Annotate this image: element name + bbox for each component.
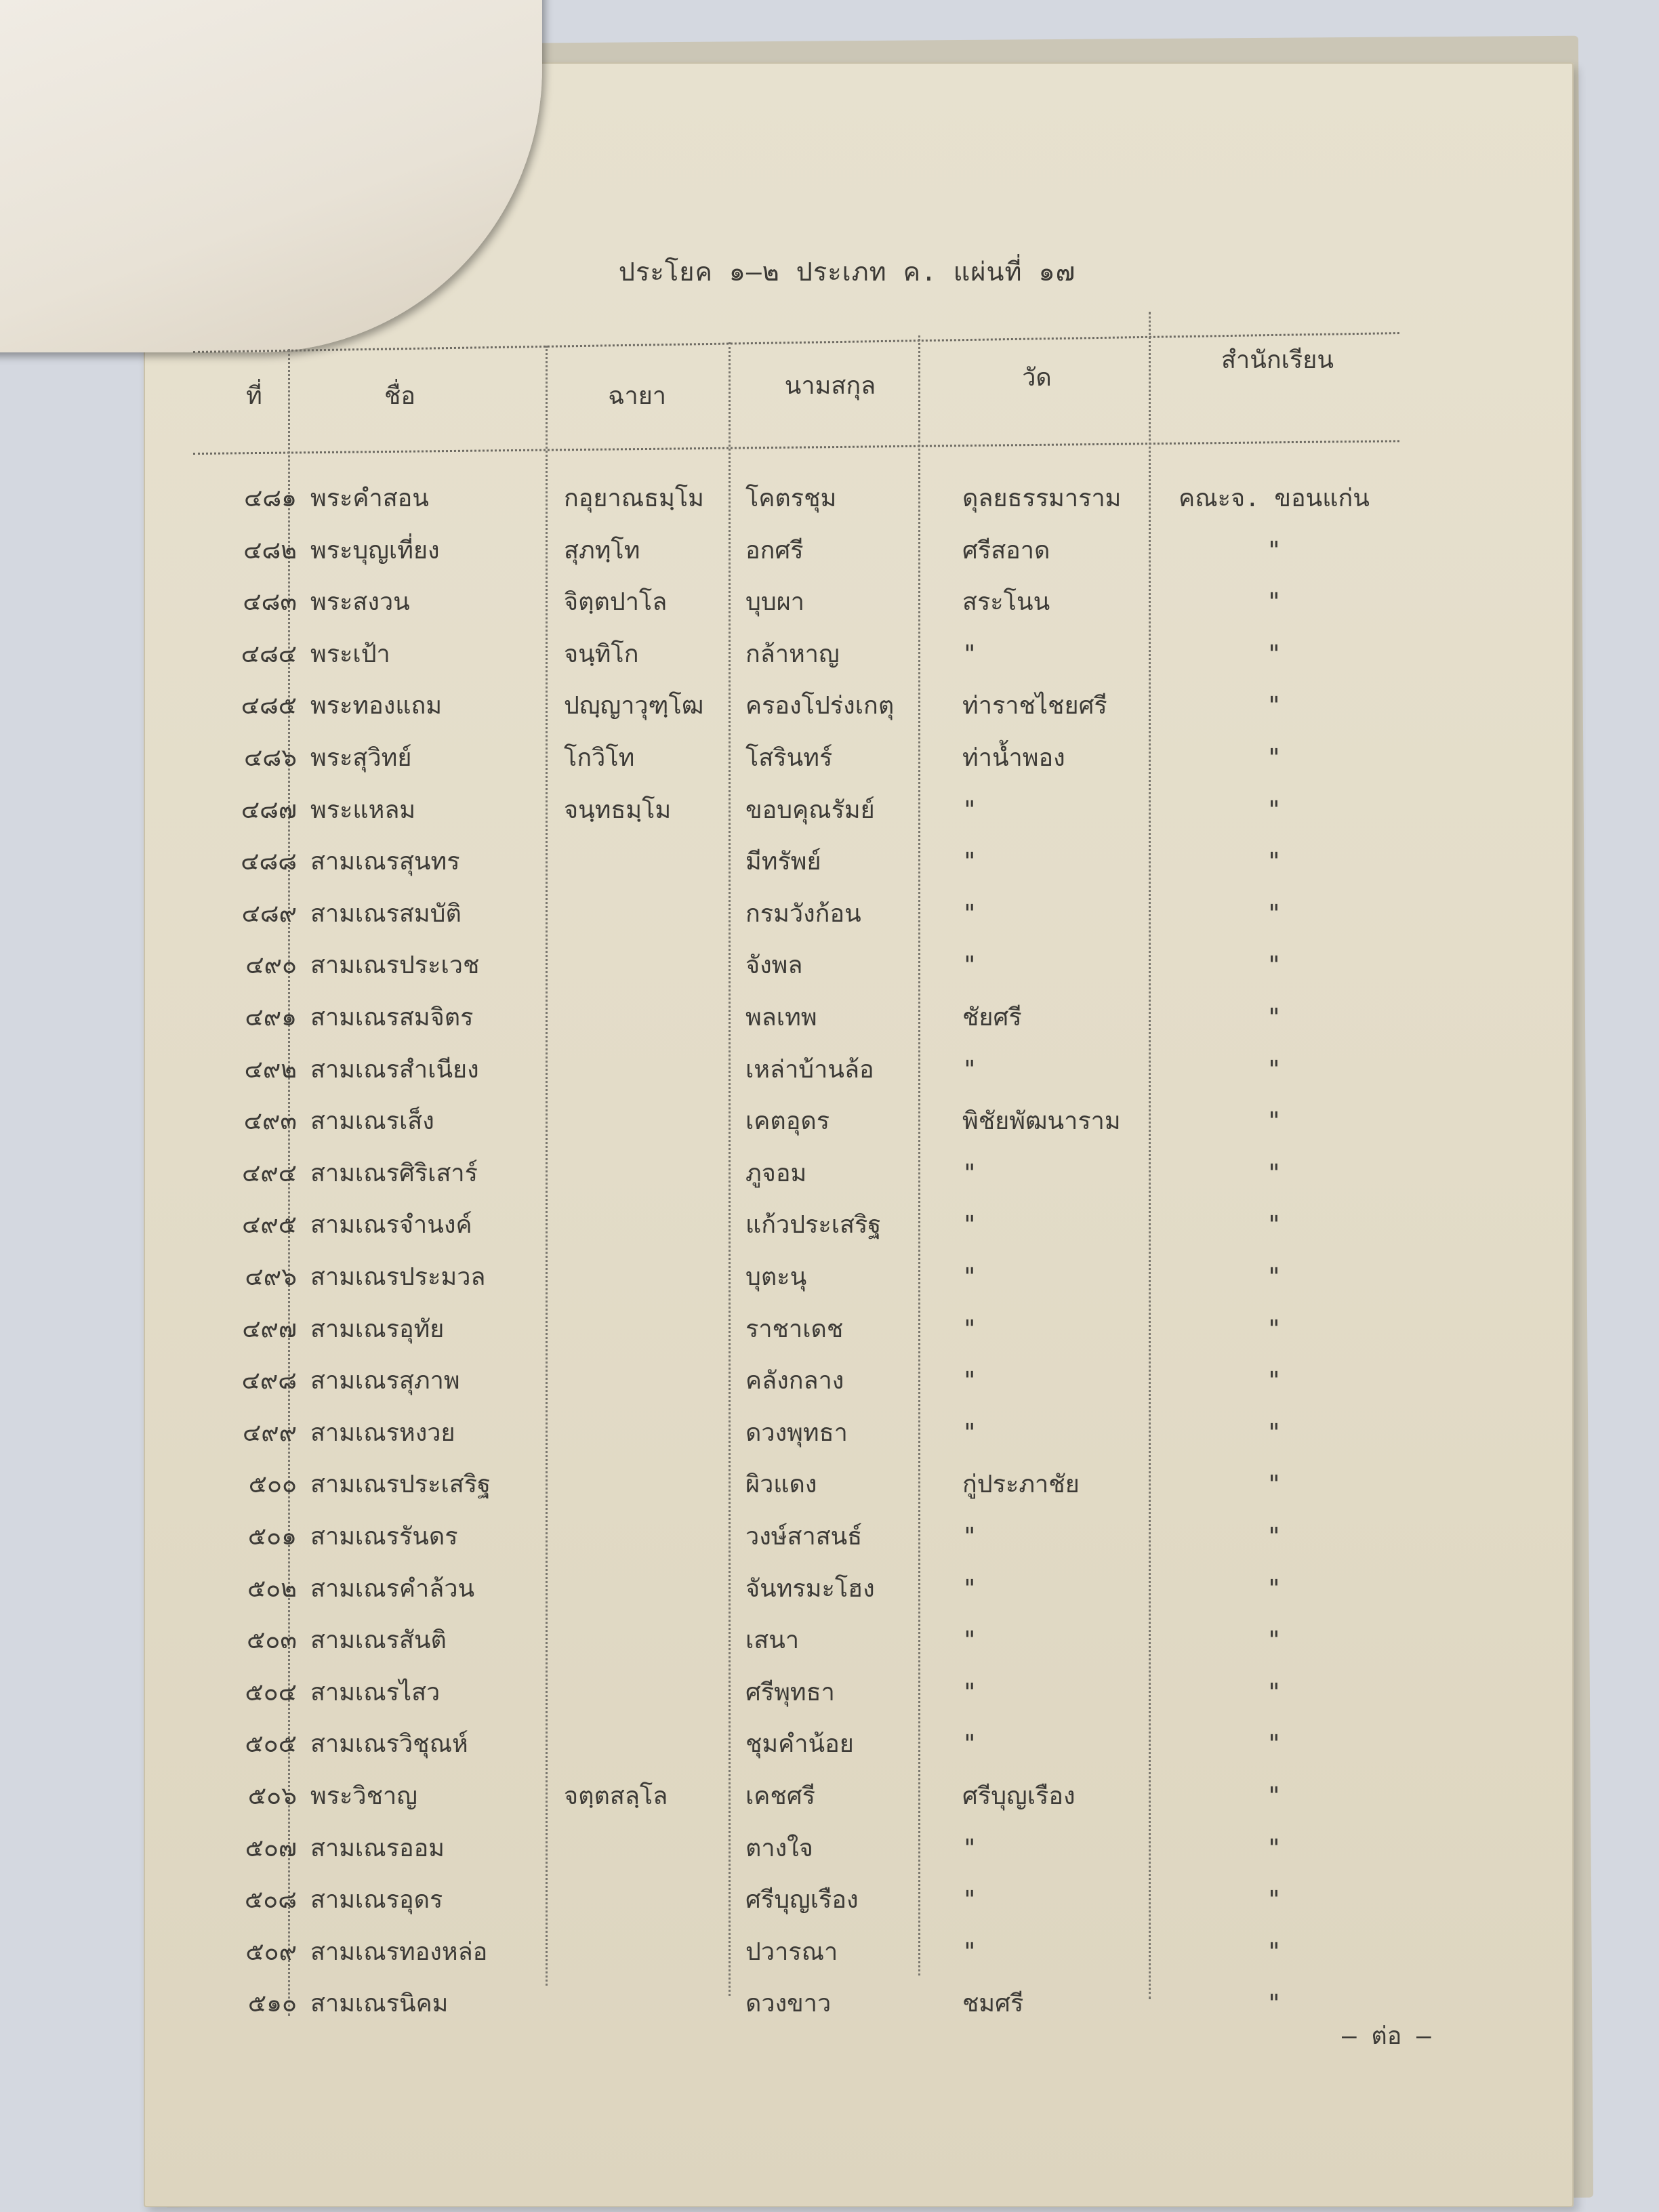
row-name: สามเณรอุดร: [310, 1886, 443, 1914]
row-school: ": [1267, 1626, 1282, 1655]
row-school: ": [1267, 796, 1282, 824]
row-number: ๕๐๗: [245, 1834, 297, 1862]
row-number: ๔๘๔: [241, 640, 297, 668]
row-name: พระทองแถม: [310, 692, 443, 720]
row-number: ๔๘๓: [243, 588, 297, 617]
row-wat: ดุลยธรรมาราม: [962, 485, 1122, 512]
row-number: ๕๐๕: [245, 1730, 297, 1759]
row-chaya: สุภทฺโท: [564, 536, 640, 565]
row-wat: ": [962, 1523, 977, 1551]
table-row: [0, 629, 1659, 680]
row-number: ๕๐๖: [247, 1782, 297, 1810]
table-row: [0, 680, 1659, 732]
table-row: [0, 836, 1659, 888]
row-surname: กรมวังก้อน: [745, 899, 861, 928]
row-name: พระสุวิทย์: [310, 744, 412, 772]
row-surname: ดวงพุทธา: [745, 1418, 848, 1447]
row-surname: ครองโปร่งเกตุ: [745, 692, 895, 720]
table-row: [0, 785, 1659, 836]
row-wat: ": [962, 951, 977, 980]
row-wat: ": [962, 1678, 977, 1706]
row-school: ": [1267, 1263, 1282, 1291]
row-school: ": [1267, 588, 1282, 617]
row-number: ๕๐๓: [247, 1626, 297, 1655]
header-surname: นามสกุล: [784, 372, 876, 400]
row-number: ๔๘๕: [241, 692, 297, 720]
row-surname: อกศรี: [745, 536, 804, 565]
table-row: [0, 1927, 1659, 1978]
row-surname: ภูจอม: [745, 1159, 807, 1187]
row-surname: เคตอุดร: [745, 1107, 830, 1136]
row-name: พระเป้า: [310, 640, 390, 668]
row-school: ": [1267, 1107, 1282, 1136]
table-row: [0, 1667, 1659, 1719]
row-school: ": [1267, 744, 1282, 772]
row-number: ๔๙๕: [242, 1211, 297, 1240]
row-name: สามเณรจำนงค์: [310, 1211, 472, 1240]
row-name: สามเณรสมจิตร: [310, 1004, 474, 1031]
row-wat: ": [962, 1055, 977, 1084]
header-name: ชื่อ: [384, 382, 416, 410]
row-wat: ": [962, 1574, 977, 1603]
row-number: ๔๙๔: [242, 1159, 297, 1187]
row-wat: ": [962, 1730, 977, 1759]
row-number: ๔๙๑: [245, 1004, 297, 1031]
row-school: ": [1267, 1471, 1282, 1499]
row-number: ๕๐๑: [247, 1523, 297, 1551]
row-name: สามเณรคำล้วน: [310, 1574, 475, 1603]
row-surname: ขอบคุณรัมย์: [745, 796, 875, 824]
row-number: ๔๙๗: [242, 1315, 297, 1343]
table-row: [0, 577, 1659, 628]
table-row: [0, 1563, 1659, 1615]
row-name: สามเณรประเวช: [310, 951, 480, 980]
table-row: [0, 1511, 1659, 1563]
row-school: ": [1267, 1938, 1282, 1966]
row-wat: ชัยศรี: [962, 1004, 1022, 1031]
row-name: สามเณรประเสริฐ: [310, 1471, 491, 1499]
table-row: [0, 1459, 1659, 1511]
row-surname: เคชศรี: [745, 1782, 816, 1810]
row-wat: ท่าราชไชยศรี: [962, 692, 1107, 720]
row-name: สามเณรสมบัติ: [310, 899, 462, 928]
row-number: ๔๙๖: [245, 1263, 297, 1291]
header-school: สำนักเรียน: [1221, 346, 1334, 374]
row-surname: โสรินทร์: [745, 744, 833, 772]
row-name: พระคำสอน: [310, 485, 429, 512]
row-chaya: จนฺทธมฺโม: [564, 796, 672, 824]
row-school: ": [1267, 848, 1282, 876]
row-surname: จังพล: [745, 951, 803, 980]
row-school: ": [1267, 1055, 1282, 1084]
row-wat: ": [962, 1315, 977, 1343]
row-number: ๕๐๐: [248, 1471, 297, 1499]
row-name: พระแหลม: [310, 796, 416, 824]
row-number: ๔๙๐: [245, 951, 297, 980]
row-wat: ศรีสอาด: [962, 536, 1050, 565]
row-surname: แก้วประเสริฐ: [745, 1211, 882, 1240]
row-school: ": [1267, 536, 1282, 565]
row-surname: เสนา: [745, 1626, 800, 1655]
header-no: ที่: [246, 382, 262, 410]
row-school: ": [1267, 951, 1282, 980]
row-school: ": [1267, 1211, 1282, 1240]
row-chaya: จนฺทิโก: [564, 640, 639, 668]
row-surname: ศรีบุญเรือง: [745, 1886, 859, 1914]
row-number: ๕๐๔: [245, 1678, 297, 1706]
row-wat: ": [962, 1886, 977, 1914]
table-row: [0, 1252, 1659, 1303]
row-school: ": [1267, 1367, 1282, 1395]
row-name: สามเณรประมวล: [310, 1263, 486, 1291]
row-name: สามเณรสุภาพ: [310, 1367, 460, 1395]
row-surname: บุบผา: [745, 588, 805, 617]
row-surname: มีทรัพย์: [745, 848, 821, 876]
row-school: ": [1267, 1678, 1282, 1706]
row-school: คณะจ. ขอนแก่น: [1179, 485, 1370, 512]
row-number: ๔๘๒: [243, 536, 297, 565]
row-name: สามเณรทองหล่อ: [310, 1938, 488, 1966]
row-number: ๕๐๙: [245, 1938, 297, 1966]
row-wat: ": [962, 1834, 977, 1862]
table-row: [0, 1304, 1659, 1355]
row-number: ๕๐๘: [245, 1886, 297, 1914]
row-wat: ": [962, 1418, 977, 1447]
row-wat: ": [962, 1367, 977, 1395]
row-school: ": [1267, 1574, 1282, 1603]
row-name: สามเณรสุนทร: [310, 848, 460, 876]
row-school: ": [1267, 899, 1282, 928]
row-wat: ": [962, 640, 977, 668]
row-name: สามเณรเส็ง: [310, 1107, 434, 1136]
table-row: [0, 1044, 1659, 1096]
row-name: สามเณรอุทัย: [310, 1315, 445, 1343]
row-wat: ": [962, 1938, 977, 1966]
table-row: [0, 1148, 1659, 1200]
table-row: [0, 992, 1659, 1044]
row-chaya: กอุยาณธมฺโม: [564, 485, 704, 512]
row-chaya: จตฺตสลฺโล: [564, 1782, 668, 1810]
row-school: ": [1267, 1004, 1282, 1031]
row-number: ๔๘๑: [244, 485, 297, 512]
row-number: ๔๙๓: [243, 1107, 297, 1136]
row-number: ๔๙๙: [243, 1418, 297, 1447]
row-chaya: ปญฺญาวุฑฺโฒ: [564, 692, 704, 720]
row-name: สามเณรวิชุณห์: [310, 1730, 468, 1759]
row-wat: ": [962, 796, 977, 824]
row-surname: จันทรมะโฮง: [745, 1574, 875, 1603]
table-row: [0, 1875, 1659, 1926]
row-wat: ": [962, 899, 977, 928]
row-name: สามเณรนิคม: [310, 1990, 449, 2018]
row-name: สามเณรสำเนียง: [310, 1055, 479, 1084]
header-wat: วัด: [1022, 364, 1052, 392]
row-school: ": [1267, 1418, 1282, 1447]
row-name: พระสงวน: [310, 588, 410, 617]
row-number: ๔๘๙: [241, 899, 297, 928]
row-wat: ศรีบุญเรือง: [962, 1782, 1076, 1810]
table-row: [0, 1408, 1659, 1459]
table-row: [0, 940, 1659, 991]
row-school: ": [1267, 1523, 1282, 1551]
row-wat: ": [962, 848, 977, 876]
row-surname: ปวารณา: [745, 1938, 838, 1966]
row-number: ๔๘๘: [241, 848, 297, 876]
row-surname: ตางใจ: [745, 1834, 813, 1862]
row-chaya: จิตฺตปาโล: [564, 588, 668, 617]
table-row: [0, 888, 1659, 940]
row-surname: บุตะนุ: [745, 1263, 807, 1291]
row-school: ": [1267, 1990, 1282, 2018]
table-row: [0, 473, 1659, 525]
row-number: ๔๘๖: [244, 744, 297, 772]
row-name: สามเณรออม: [310, 1834, 445, 1862]
row-number: ๕๑๐: [247, 1990, 297, 2018]
row-surname: ดวงขาว: [745, 1990, 832, 2018]
row-school: ": [1267, 1834, 1282, 1862]
row-school: ": [1267, 1782, 1282, 1810]
row-surname: โคตรชุม: [745, 485, 837, 512]
header-chaya: ฉายา: [607, 382, 667, 410]
row-number: ๔๙๘: [241, 1367, 297, 1395]
row-wat: กู่ประภาชัย: [962, 1471, 1080, 1499]
row-wat: ": [962, 1626, 977, 1655]
row-wat: ชมศรี: [962, 1990, 1024, 2018]
row-school: ": [1267, 692, 1282, 720]
row-wat: ": [962, 1263, 977, 1291]
page-title: ประโยค ๑–๒ ประเภท ค. แผ่นที่ ๑๗: [618, 257, 1076, 287]
row-name: สามเณรศิริเสาร์: [310, 1159, 478, 1187]
row-surname: พลเทพ: [745, 1004, 817, 1031]
table-row: [0, 1823, 1659, 1875]
row-number: ๕๐๒: [247, 1574, 297, 1603]
continued-marker: – ต่อ –: [1342, 2022, 1431, 2050]
table-row: [0, 1615, 1659, 1666]
row-surname: ราชาเดช: [745, 1315, 844, 1343]
row-wat: สระโนน: [962, 588, 1050, 617]
table-row: [0, 733, 1659, 784]
row-chaya: โกวิโท: [564, 744, 635, 772]
table-row: [0, 1200, 1659, 1251]
row-name: สามเณรไสว: [310, 1678, 441, 1706]
row-name: สามเณรหงวย: [310, 1418, 455, 1447]
row-wat: ": [962, 1211, 977, 1240]
row-number: ๔๘๗: [241, 796, 297, 824]
row-wat: พิชัยพัฒนาราม: [962, 1107, 1121, 1136]
row-school: ": [1267, 1886, 1282, 1914]
row-school: ": [1267, 1159, 1282, 1187]
row-wat: ท่าน้ำพอง: [962, 744, 1065, 772]
row-school: ": [1267, 1315, 1282, 1343]
table-row: [0, 1355, 1659, 1407]
row-number: ๔๙๒: [244, 1055, 297, 1084]
row-surname: ผิวแดง: [745, 1471, 817, 1499]
row-surname: กล้าหาญ: [745, 640, 840, 668]
table-row: [0, 1771, 1659, 1822]
row-name: สามเณรรันดร: [310, 1523, 458, 1551]
row-surname: คลังกลาง: [745, 1367, 844, 1395]
row-surname: ศรีพุทธา: [745, 1678, 835, 1706]
table-row: [0, 1096, 1659, 1147]
row-surname: เหล่าบ้านล้อ: [745, 1055, 874, 1084]
row-surname: วงษ์สาสนธ์: [745, 1523, 863, 1551]
row-school: ": [1267, 1730, 1282, 1759]
row-surname: ชุมคำน้อย: [745, 1730, 854, 1759]
row-name: สามเณรสันติ: [310, 1626, 447, 1655]
row-wat: ": [962, 1159, 977, 1187]
table-row: [0, 525, 1659, 577]
row-name: พระวิชาญ: [310, 1782, 417, 1810]
table-row: [0, 1719, 1659, 1770]
row-school: ": [1267, 640, 1282, 668]
row-name: พระบุญเที่ยง: [310, 536, 440, 565]
